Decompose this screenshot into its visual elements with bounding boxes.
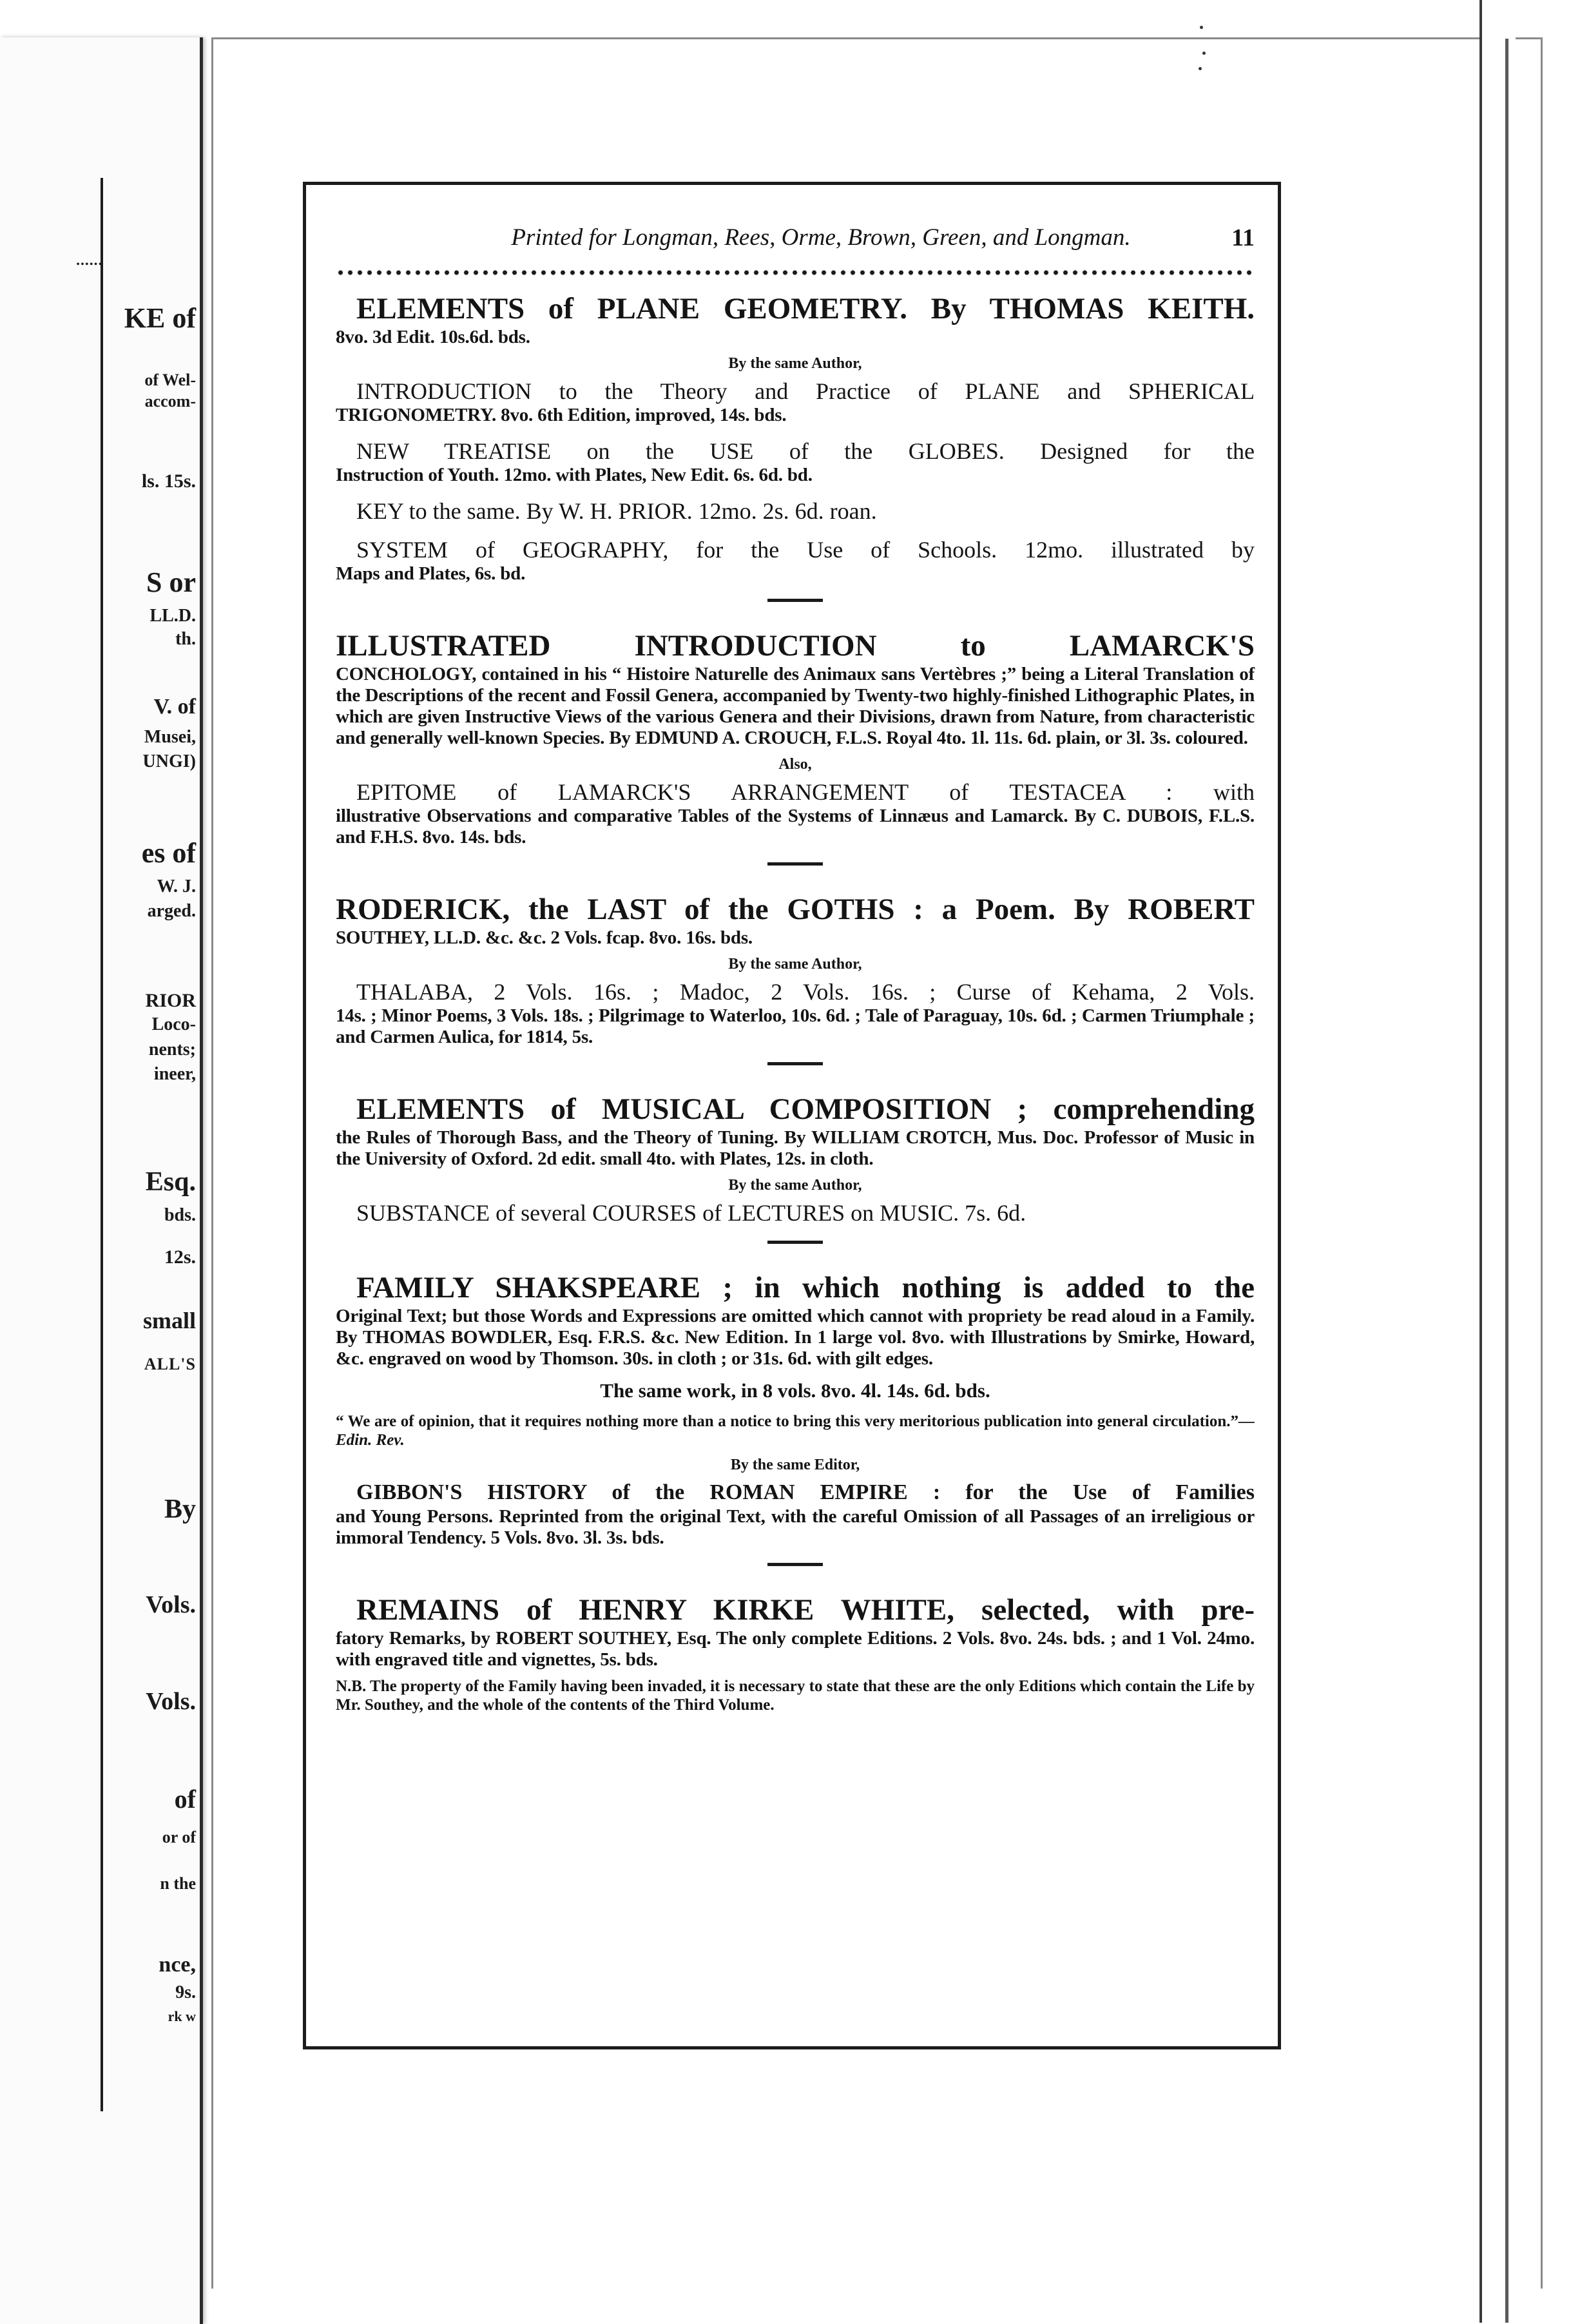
text-fragment: Musei, bbox=[144, 727, 196, 747]
text-fragment: RIOR bbox=[145, 990, 196, 1011]
print-speck bbox=[1199, 67, 1202, 70]
facing-page-fragment bbox=[0, 37, 203, 2324]
text-fragment: ls. 15s. bbox=[141, 470, 196, 492]
page-spine bbox=[1479, 0, 1516, 2323]
text-fragment: Loco- bbox=[151, 1014, 196, 1034]
entry-details: SOUTHEY, LL.D. &c. &c. 2 Vols. fcap. 8vo. 16s. bds. bbox=[336, 927, 753, 948]
sub-entry-details: illustrative Observations and comparative Tables of the Systems of Linnæus and Lamarck. By C. DUBOIS, F.L.S. and F.H.S. 8vo. 14s. bds. bbox=[336, 806, 1255, 847]
entry-details: 8vo. 3d Edit. 10s.6d. bds. bbox=[336, 327, 530, 347]
entry-title: ELEMENTS of PLANE GEOMETRY. By THOMAS KEITH. bbox=[356, 292, 1255, 325]
entry-title: FAMILY SHAKSPEARE ; in which nothing is added to the bbox=[356, 1271, 1255, 1304]
running-head bbox=[336, 224, 1255, 261]
print-speck bbox=[1202, 52, 1206, 55]
also-note: Also, bbox=[778, 756, 812, 773]
text-fragment: Vols. bbox=[146, 1688, 196, 1715]
text-fragment: es of bbox=[141, 837, 196, 869]
print-speck bbox=[1200, 26, 1203, 29]
text-fragment: n the bbox=[160, 1874, 196, 1893]
entry-kirke-white bbox=[336, 1592, 1255, 1714]
text-fragment: arged. bbox=[147, 901, 196, 921]
entry-lamarck-conchology bbox=[336, 628, 1255, 848]
sub-entry-title: KEY to the same. By W. H. PRIOR. 12mo. 2s. 6d. roan. bbox=[356, 498, 877, 524]
advertisement-frame bbox=[303, 182, 1281, 2049]
review-quote bbox=[336, 1412, 1255, 1449]
entry-crotch-music bbox=[336, 1091, 1255, 1226]
section-divider bbox=[767, 1563, 823, 1566]
entry-title: RODERICK, the LAST of the GOTHS : a Poem. By ROBERT bbox=[336, 893, 1255, 926]
text-fragment: By bbox=[164, 1495, 196, 1524]
sub-entry-details: 14s. ; Minor Poems, 3 Vols. 18s. ; Pilgrimage to Waterloo, 10s. 6d. ; Tale of Paraguay, 10s. 6d. ; Carmen Triumphale ; and Carmen Aulica, for 1814, 5s. bbox=[336, 1005, 1255, 1047]
section-divider bbox=[767, 862, 823, 866]
by-same-author: By the same Author, bbox=[728, 1177, 862, 1194]
sub-entry-title: EPITOME of LAMARCK'S ARRANGEMENT of TESTACEA : with bbox=[356, 779, 1255, 805]
quote-source: —Edin. Rev. bbox=[336, 1413, 1255, 1449]
sub-entry-title: NEW TREATISE on the USE of the GLOBES. Designed for the bbox=[356, 438, 1255, 464]
entry-title: ELEMENTS of MUSICAL COMPOSITION ; comprehending bbox=[356, 1092, 1255, 1126]
spine-shadow bbox=[1505, 39, 1508, 2323]
text-fragment: KE of bbox=[124, 302, 196, 334]
text-fragment: 9s. bbox=[175, 1982, 196, 2002]
text-fragment: Esq. bbox=[145, 1167, 196, 1197]
facing-page-frame bbox=[0, 178, 103, 2111]
entry-details: Original Text; but those Words and Expressions are omitted which cannot with propriety be read aloud in a Family. By THOMAS BOWDLER, Esq. F.R.S. &c. New Edition. In 1 large vol. 8vo. with Illustrations by Smirke, Howard, &c. engraved on wood by Thomson. 30s. in cloth ; or 31s. 6d. with gilt edges. bbox=[336, 1306, 1255, 1369]
text-fragment: ALL'S bbox=[144, 1355, 196, 1373]
nota-bene: N.B. The property of the Family having been invaded, it is necessary to state that these are the only Editions which contain the Life by Mr. Southey, and the whole of the contents of the Third Volume. bbox=[336, 1678, 1255, 1714]
quote-text: “ We are of opinion, that it requires nothing more than a notice to bring this very meritorious publication into general circulation.” bbox=[336, 1413, 1238, 1430]
text-fragment: 12s. bbox=[164, 1246, 196, 1268]
text-fragment: UNGI) bbox=[142, 751, 196, 771]
entry-keith-geometry bbox=[336, 291, 1255, 585]
text-fragment: LL.D. bbox=[149, 606, 196, 626]
ornament-fragment: •••••• bbox=[76, 260, 103, 269]
section-divider bbox=[767, 1241, 823, 1244]
text-fragment: Vols. bbox=[146, 1591, 196, 1618]
entry-details: CONCHOLOGY, contained in his “ Histoire Naturelle des Animaux sans Vertèbres ;” being a Literal Translation of the Descriptions of the recent and Fossil Genera, accompanied by Twenty-two highly-finished Lithographic Plates, in which are given Instructive Views of the various Genera and their Divisions, drawn from Nature, from characteristic and generally well-known Species. By EDMUND A. CROUCH, F.L.S. Royal 4to. 1l. 11s. 6d. plain, or 3l. 3s. coloured. bbox=[336, 664, 1255, 748]
sub-entry-details: Instruction of Youth. 12mo. with Plates, New Edit. 6s. 6d. bd. bbox=[336, 465, 813, 485]
by-same-author: By the same Author, bbox=[728, 956, 862, 973]
sub-entry-details: TRIGONOMETRY. 8vo. 6th Edition, improved, 14s. bds. bbox=[336, 405, 787, 425]
text-fragment: or of bbox=[162, 1828, 196, 1846]
text-fragment: small bbox=[142, 1308, 196, 1333]
text-fragment: V. of bbox=[153, 695, 196, 719]
text-fragment: rk w bbox=[168, 2008, 196, 2024]
text-fragment: S or bbox=[146, 566, 196, 598]
section-divider bbox=[767, 1062, 823, 1065]
sub-entry-title: INTRODUCTION to the Theory and Practice of PLANE and SPHERICAL bbox=[356, 378, 1255, 404]
text-fragment: nents; bbox=[148, 1040, 196, 1060]
entry-title: ILLUSTRATED INTRODUCTION to LAMARCK'S bbox=[336, 629, 1255, 663]
page-number: 11 bbox=[1231, 224, 1255, 251]
text-fragment: bds. bbox=[164, 1205, 196, 1225]
section-divider bbox=[767, 599, 823, 602]
entry-southey-roderick bbox=[336, 891, 1255, 1048]
text-fragment: nce, bbox=[159, 1953, 196, 1977]
text-fragment: of bbox=[174, 1785, 196, 1814]
entry-family-shakspeare bbox=[336, 1270, 1255, 1549]
by-same-author: By the same Author, bbox=[728, 355, 862, 372]
text-fragment: W. J. bbox=[157, 876, 196, 896]
running-head-text: Printed for Longman, Rees, Orme, Brown, Green, and Longman. bbox=[511, 224, 1131, 251]
sub-entry-details: Maps and Plates, 6s. bd. bbox=[336, 563, 526, 584]
by-same-editor: By the same Editor, bbox=[730, 1457, 860, 1473]
sub-entry-title: SUBSTANCE of several COURSES of LECTURES on MUSIC. 7s. 6d. bbox=[356, 1200, 1026, 1226]
sub-entry-title: SYSTEM of GEOGRAPHY, for the Use of Schools. 12mo. illustrated by bbox=[356, 537, 1255, 563]
sub-entry-title: THALABA, 2 Vols. 16s. ; Madoc, 2 Vols. 16s. ; Curse of Kehama, 2 Vols. bbox=[356, 979, 1255, 1005]
text-fragment: ineer, bbox=[153, 1064, 196, 1084]
same-work-line: The same work, in 8 vols. 8vo. 4l. 14s. 6d. bds. bbox=[600, 1379, 990, 1402]
entry-title: REMAINS of HENRY KIRKE WHITE, selected, with pre- bbox=[356, 1593, 1255, 1627]
sub-entry-title: GIBBON'S HISTORY of the ROMAN EMPIRE : for the Use of Families bbox=[356, 1480, 1255, 1504]
entry-details: the Rules of Thorough Bass, and the Theory of Tuning. By WILLIAM CROTCH, Mus. Doc. Professor of Music in the University of Oxford. 2d edit. small 4to. with Plates, 12s. in cloth. bbox=[336, 1127, 1255, 1169]
sub-entry-details: and Young Persons. Reprinted from the original Text, with the careful Omission of all Passages of an irreligious or immoral Tendency. 5 Vols. 8vo. 3l. 3s. bds. bbox=[336, 1506, 1255, 1548]
text-fragment: of Wel- bbox=[144, 371, 196, 389]
text-fragment: accom- bbox=[144, 392, 196, 411]
entry-details: fatory Remarks, by ROBERT SOUTHEY, Esq. The only complete Editions. 2 Vols. 8vo. 24s. bds. ; and 1 Vol. 24mo. with engraved title and vignettes, 5s. bds. bbox=[336, 1628, 1255, 1670]
text-fragment: th. bbox=[175, 629, 196, 649]
ornamental-rule bbox=[336, 270, 1255, 275]
